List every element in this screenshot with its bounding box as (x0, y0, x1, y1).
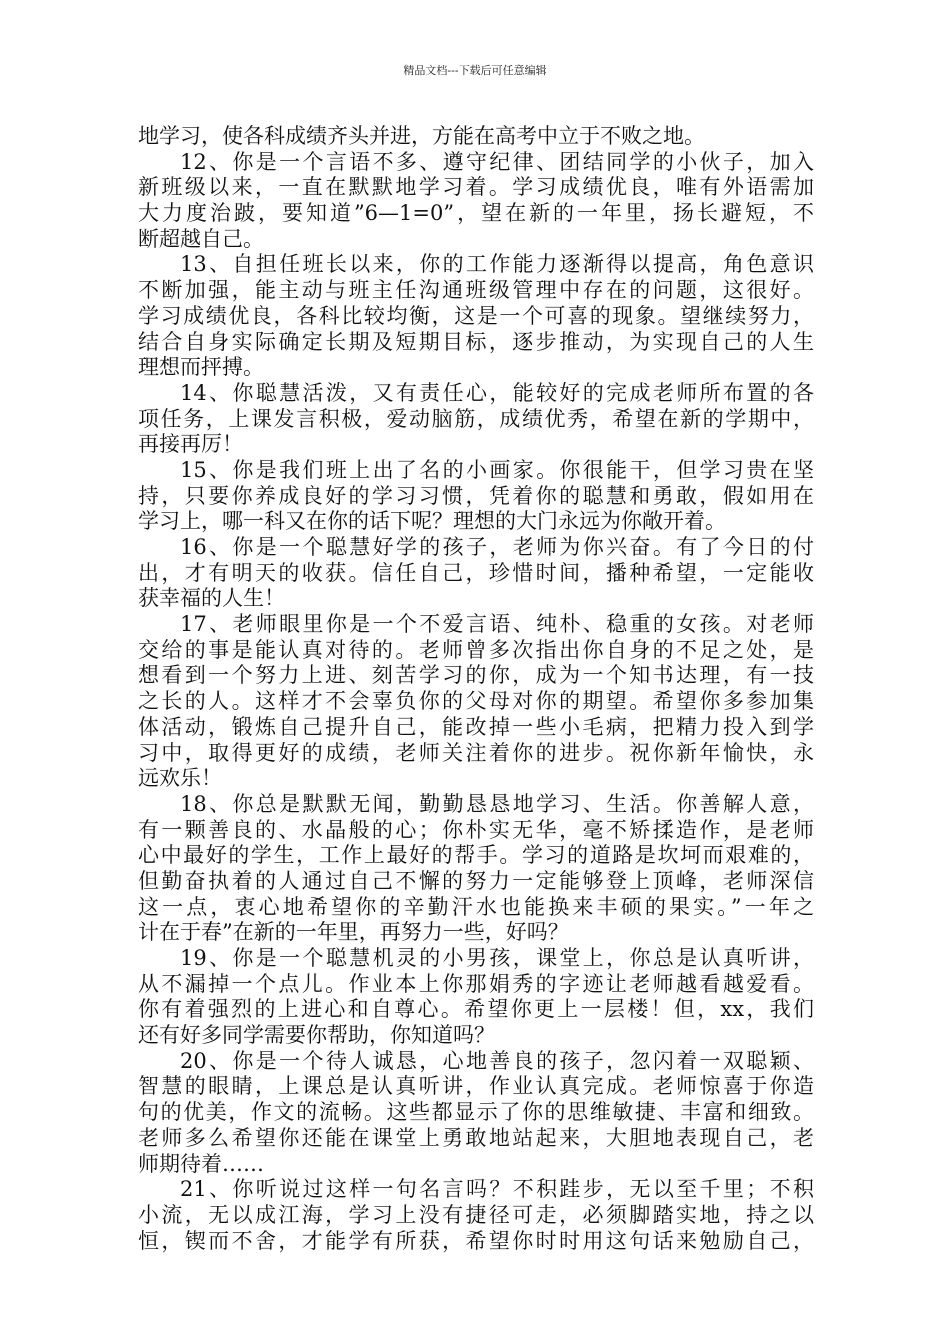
text-line: 再接再厉！ (138, 432, 243, 457)
page-header: 精品文档---下载后可任意编辑 (403, 64, 547, 77)
text-line: 之长的人。这样才不会辜负你的父母对你的期望。希望你多参加集 (138, 689, 814, 714)
text-line: 老师多么希望你还能在课堂上勇敢地站起来，大胆地表现自己，老 (138, 1125, 814, 1150)
text-line: 14、你聪慧活泼，又有责任心，能较好的完成老师所布置的各 (180, 380, 814, 405)
text-line: 还有好多同学需要你帮助，你知道吗？ (138, 1023, 495, 1048)
text-line: 心中最好的学生，工作上最好的帮手。学习的道路是坎坷而艰难的， (138, 843, 814, 868)
text-line: 这一点，衷心地希望你的辛勤汗水也能换来丰硕的果实。”一年之 (138, 894, 814, 919)
text-line: 新班级以来，一直在默默地学习着。学习成绩优良，唯有外语需加 (138, 175, 814, 200)
text-line: 不断加强，能主动与班主任沟通班级管理中存在的问题，这很好。 (138, 278, 814, 303)
text-line: 17、老师眼里你是一个不爱言语、纯朴、稳重的女孩。对老师 (180, 612, 814, 637)
text-line: 有一颗善良的、水晶般的心；你朴实无华，毫不矫揉造作，是老师 (138, 817, 814, 842)
text-line: 结合自身实际确定长期及短期目标，逐步推动，为实现自己的人生 (138, 329, 814, 354)
text-line: 你有着强烈的上进心和自尊心。希望你更上一层楼！但，xx，我们 (138, 997, 814, 1022)
text-line: 但勤奋执着的人通过自己不懈的努力一定能够登上顶峰，老师深信 (138, 868, 814, 893)
text-line: 小流，无以成江海，学习上没有捷径可走，必须脚踏实地，持之以 (138, 1202, 814, 1227)
text-line: 学习上，哪一科又在你的话下呢？理想的大门永远为你敞开着。 (138, 509, 726, 534)
text-line: 计在于春”在新的一年里，再努力一些，好吗？ (138, 920, 569, 945)
text-line: 师期待着…… (138, 1151, 264, 1176)
text-line: 持，只要你养成良好的学习习惯，凭着你的聪慧和勇敢，假如用在 (138, 483, 814, 508)
text-line: 12、你是一个言语不多、遵守纪律、团结同学的小伙子，加入 (180, 149, 814, 174)
text-line: 18、你总是默默无闻，勤勤恳恳地学习、生活。你善解人意， (180, 791, 814, 816)
text-line: 交给的事是能认真对待的。老师曾多次指出你自身的不足之处，是 (138, 637, 814, 662)
text-line: 项任务，上课发言积极，爱动脑筋，成绩优秀，希望在新的学期中， (138, 406, 814, 431)
text-line: 体活动，锻炼自己提升自己，能改掉一些小毛病，把精力投入到学 (138, 714, 814, 739)
text-line: 远欢乐！ (138, 766, 222, 791)
text-line: 16、你是一个聪慧好学的孩子，老师为你兴奋。有了今日的付 (180, 535, 814, 559)
text-line: 从不漏掉一个点儿。作业本上你那娟秀的字迹让老师越看越爱看。 (138, 971, 814, 996)
text-line: 想看到一个努力上进、刻苦学习的你，成为一个知书达理，有一技 (138, 663, 814, 688)
text-line: 15、你是我们班上出了名的小画家。你很能干，但学习贵在坚 (180, 457, 814, 482)
text-line: 13、自担任班长以来，你的工作能力逐渐得以提高，角色意识 (180, 252, 814, 277)
text-line: 恒，锲而不舍，才能学有所获，希望你时时用这句话来勉励自己， (138, 1228, 814, 1253)
text-line: 句的优美，作文的流畅。这些都显示了你的思维敏捷、丰富和细致。 (138, 1100, 814, 1125)
text-line: 理想而抨搏。 (138, 355, 264, 380)
text-line: 地学习，使各科成绩齐头并进，方能在高考中立于不败之地。 (138, 124, 705, 148)
document-body (138, 124, 814, 1254)
text-line: 出，才有明天的收获。信任自己，珍惜时间，播种希望，一定能收 (138, 560, 814, 585)
text-line: 断超越自己。 (138, 226, 264, 251)
text-line: 学习成绩优良，各科比较均衡，这是一个可喜的现象。望继续努力， (138, 303, 814, 328)
text-line: 19、你是一个聪慧机灵的小男孩，课堂上，你总是认真听讲， (180, 946, 814, 970)
text-line: 大力度治跛，要知道”6—1=0”，望在新的一年里，扬长避短，不 (138, 201, 814, 226)
text-line: 习中，取得更好的成绩，老师关注着你的进步。祝你新年愉快，永 (138, 740, 814, 765)
text-line: 智慧的眼睛，上课总是认真听讲，作业认真完成。老师惊喜于你造 (138, 1074, 814, 1099)
text-line: 20、你是一个待人诚恳，心地善良的孩子，忽闪着一双聪颖、 (180, 1048, 814, 1073)
text-line: 获幸福的人生！ (138, 586, 285, 611)
text-line: 21、你听说过这样一句名言吗？不积跬步，无以至千里；不积 (180, 1177, 814, 1202)
